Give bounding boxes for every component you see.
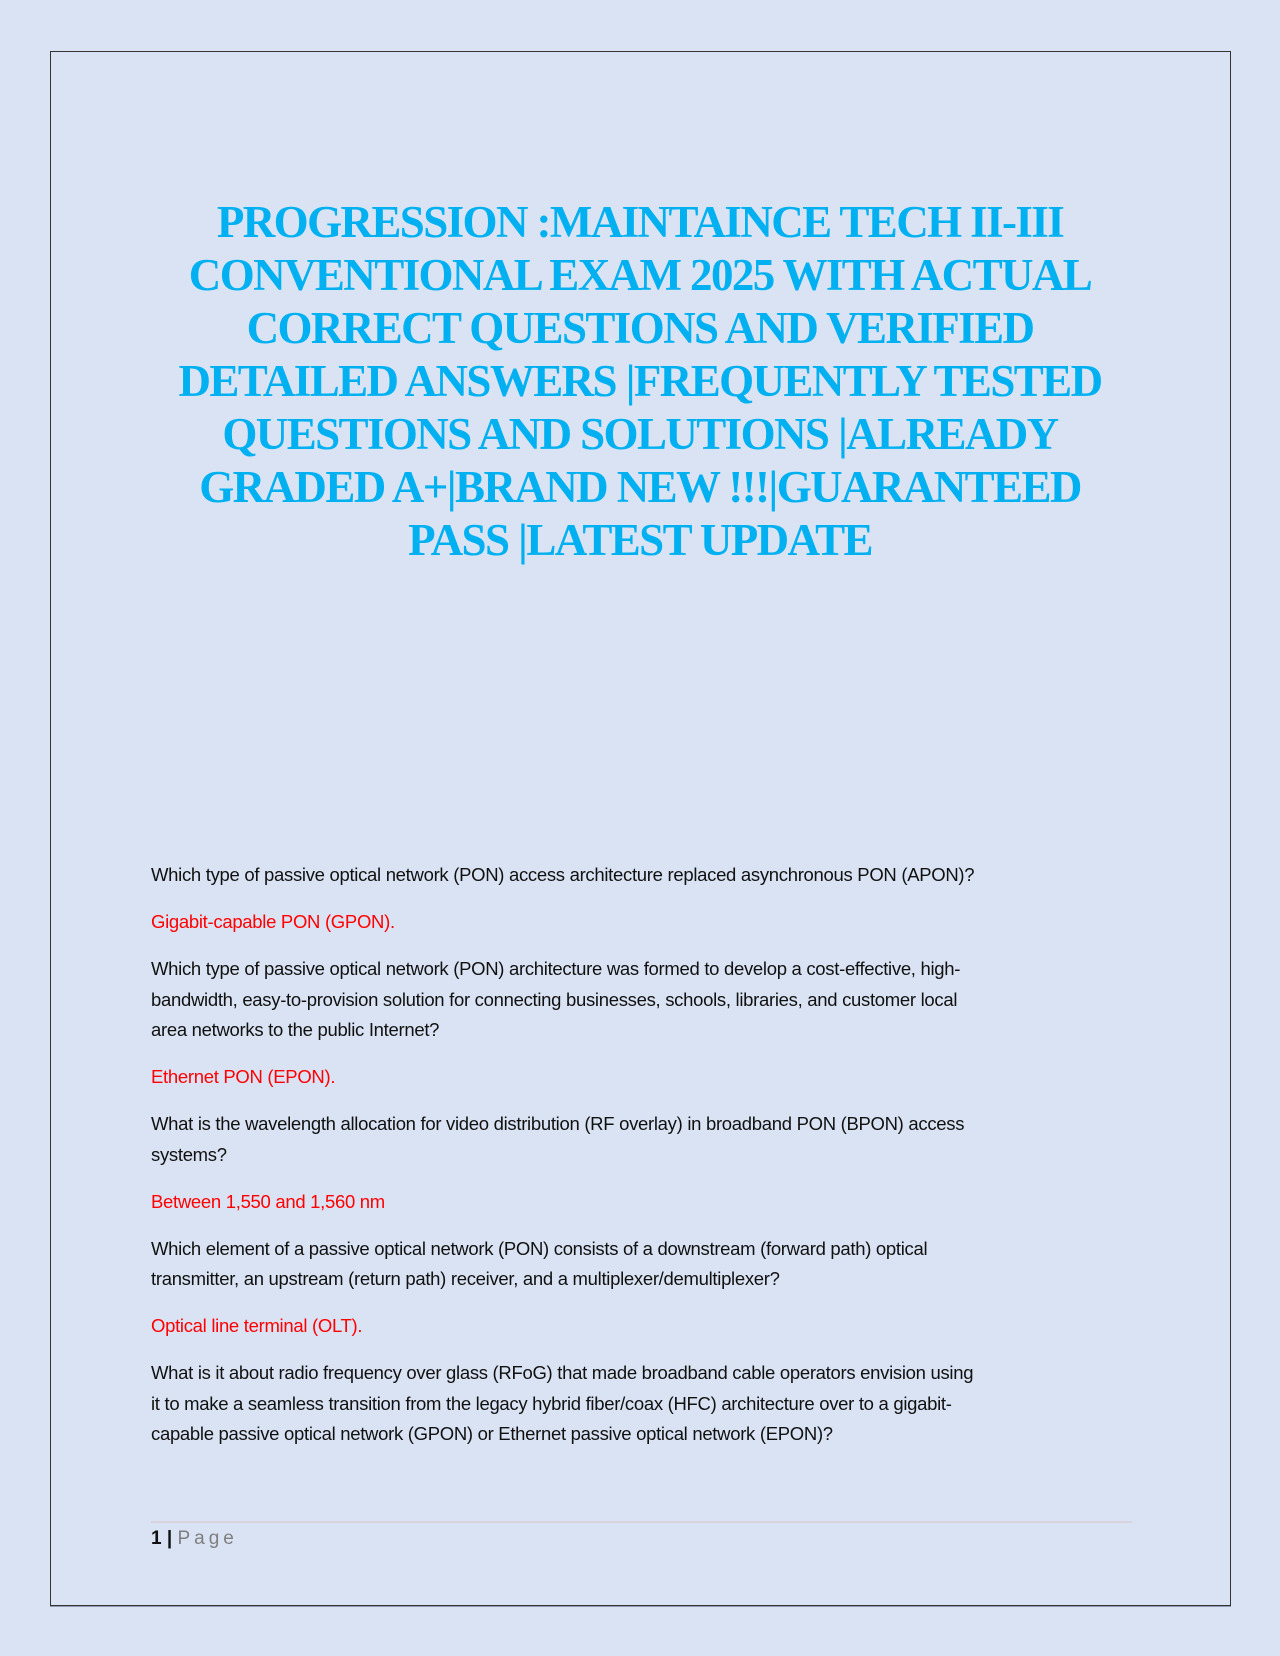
question-line: it to make a seamless transition from the legacy hybrid fiber/coax (HFC) architecture over to a gigabit-: [151, 1392, 952, 1414]
question-line: Which type of passive optical network (PON) access architecture replaced asynchronous PON (APON)?: [151, 864, 975, 885]
question-line: systems?: [151, 1143, 227, 1165]
title-line: PROGRESSION :MAINTAINCE TECH II-III: [216, 197, 1064, 247]
footer-separator: |: [166, 1528, 173, 1549]
title-line: CONVENTIONAL EXAM 2025 WITH ACTUAL: [188, 250, 1092, 300]
question-line: capable passive optical network (GPON) or Ethernet passive optical network (EPON)?: [151, 1423, 833, 1444]
question-line: Which element of a passive optical network (PON) consists of a downstream (forward path) optical: [151, 1237, 928, 1259]
page-label: Page: [177, 1528, 238, 1549]
question: [151, 860, 1141, 891]
answer: Gigabit-capable PON (GPON).: [151, 911, 395, 932]
question: [151, 1358, 1141, 1450]
question-line: Which type of passive optical network (PON) architecture was formed to develop a cost-effective, high-: [151, 958, 961, 979]
question-line: area networks to the public Internet?: [151, 1019, 440, 1040]
question-line: What is it about radio frequency over glass (RFoG) that made broadband cable operators envision using: [151, 1362, 974, 1383]
answer: Between 1,550 and 1,560 nm: [151, 1190, 385, 1212]
question-line: bandwidth, easy-to-provision solution for connecting businesses, schools, libraries, and customer local: [151, 988, 958, 1010]
answer: Ethernet PON (EPON).: [151, 1066, 336, 1087]
title-line: GRADED A+|BRAND NEW !!!|GUARANTEED: [199, 462, 1081, 512]
title-line: CORRECT QUESTIONS AND VERIFIED: [246, 303, 1034, 353]
answer: Optical line terminal (OLT).: [151, 1315, 363, 1336]
question: [151, 1234, 1141, 1295]
document-title: [60, 196, 1220, 567]
page-footer: [151, 1528, 238, 1550]
title-line: QUESTIONS AND SOLUTIONS |ALREADY: [222, 409, 1058, 459]
title-line: PASS |LATEST UPDATE: [408, 515, 872, 565]
question: [151, 1109, 1141, 1170]
question-line: transmitter, an upstream (return path) receiver, and a multiplexer/demultiplexer?: [151, 1268, 780, 1289]
question-line: What is the wavelength allocation for video distribution (RF overlay) in broadband PON (BPON) access: [151, 1113, 965, 1134]
footer-divider: [151, 1521, 1132, 1523]
page-number: 1: [151, 1528, 162, 1549]
question: [151, 954, 1141, 1046]
qa-list: [151, 860, 1141, 1466]
title-line: DETAILED ANSWERS |FREQUENTLY TESTED: [178, 356, 1102, 406]
